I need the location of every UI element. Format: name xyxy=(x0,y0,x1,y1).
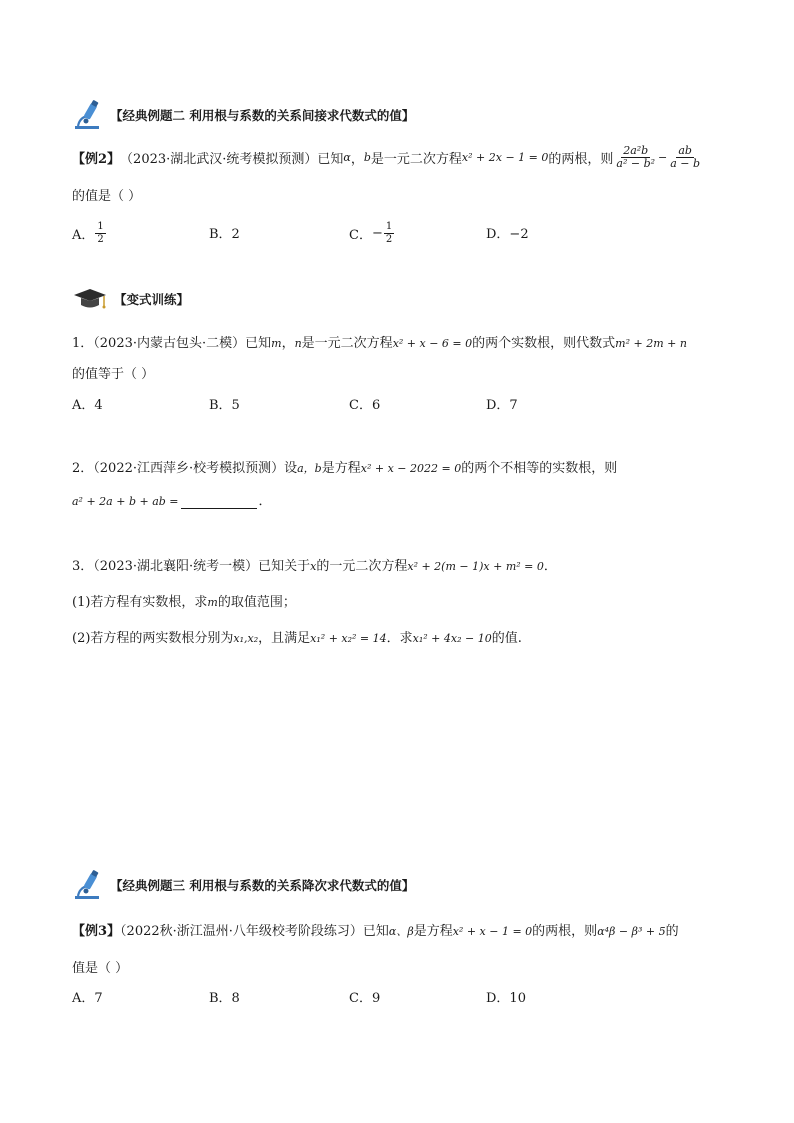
denominator: 2 xyxy=(97,234,104,245)
text-segment: 是方程 xyxy=(321,461,361,476)
equation: x² + x − 6 = 0 xyxy=(392,337,473,350)
var-m: m xyxy=(207,596,218,609)
text-segment: （2022秋·浙江温州·八年级校考阶段练习）已知 xyxy=(120,924,389,939)
denominator: 2 xyxy=(385,234,393,245)
numerator: 1 xyxy=(97,221,104,232)
fraction-2 xyxy=(668,145,702,170)
option-b: B．8 xyxy=(209,991,240,1006)
text-segment: 的两个实数根，则代数式 xyxy=(472,336,616,351)
example-source: （2023·湖北武汉·统考模拟预测）已知 xyxy=(120,152,344,167)
option-a: A．7 xyxy=(72,991,103,1006)
expression: a² + 2a + b + ab = xyxy=(72,495,179,508)
text-segment: ，且满足 xyxy=(258,631,311,646)
period: ． xyxy=(543,559,557,574)
expression: x₁² + 4x₂ − 10 xyxy=(412,632,492,645)
text-segment: 2．（2022·江西萍乡·校考模拟预测）设 xyxy=(72,461,298,476)
option-a-fraction xyxy=(95,221,105,246)
section-heading-text: 【经典例题三 利用根与系数的关系降次求代数式的值】 xyxy=(110,878,415,893)
text-segment: 的 xyxy=(665,924,679,939)
section-heading-text: 【变式训练】 xyxy=(114,292,190,307)
question-1-options xyxy=(72,394,632,414)
var-n: n xyxy=(294,337,302,350)
period: ． xyxy=(258,494,272,509)
text-segment: 的值. xyxy=(491,631,522,646)
fraction-1-numerator: 2a²b xyxy=(623,144,649,157)
text-segment: 是方程 xyxy=(413,924,453,939)
question-2-line-2 xyxy=(72,490,272,509)
example-3-options xyxy=(72,987,632,1007)
condition: x₁² + x₂² = 14 xyxy=(310,632,387,645)
option-d: D．10 xyxy=(486,991,526,1006)
question-3-part-2 xyxy=(72,627,522,646)
section-heading-text: 【经典例题二 利用根与系数的关系间接求代数式的值】 xyxy=(110,108,415,123)
graduation-cap-icon xyxy=(72,287,108,311)
var-x: x xyxy=(310,560,317,573)
text-segment: 的两根，则 xyxy=(532,924,598,939)
option-d: D．7 xyxy=(486,398,518,413)
example-3-line-1 xyxy=(72,920,679,939)
fraction-1 xyxy=(614,145,657,170)
text-segment: (1)若方程有实数根，求 xyxy=(72,595,208,610)
text-segment: 3．（2023·湖北襄阳·统考一模）已知关于 xyxy=(72,559,311,574)
option-key: C． xyxy=(349,228,372,243)
option-c: C．6 xyxy=(349,398,381,413)
answer-blank[interactable] xyxy=(181,496,257,509)
option-b: B．5 xyxy=(209,398,240,413)
microscope-icon xyxy=(72,100,104,130)
example-2-line-2: 的值是（ ） xyxy=(72,189,142,204)
example-2-options xyxy=(72,216,632,250)
text-segment: 的取值范围； xyxy=(217,595,296,610)
var-m: m xyxy=(271,337,282,350)
equation: x² + 2(m − 1)x + m² = 0 xyxy=(407,560,544,573)
option-c xyxy=(349,221,395,246)
comma: ， xyxy=(281,336,295,351)
roots: x₁,x₂ xyxy=(233,632,259,645)
text-segment: 1．（2023·内蒙古包头·二模）已知 xyxy=(72,336,272,351)
text-segment: 的两根，则 xyxy=(548,152,614,167)
option-d: D．−2 xyxy=(486,227,529,242)
section-heading-example-3 xyxy=(72,870,414,900)
minus-sign: − xyxy=(658,151,668,164)
option-a xyxy=(72,221,107,246)
fraction-1-denominator: a² − b² xyxy=(616,157,656,170)
expression: m² + 2m + n xyxy=(615,337,687,350)
negative-sign: − xyxy=(371,226,383,241)
question-1-line-2: 的值等于（ ） xyxy=(72,367,155,382)
option-c-fraction xyxy=(384,221,394,246)
expression: α⁴β − β³ + 5 xyxy=(597,925,666,938)
vars-a-b: a，b xyxy=(297,462,322,475)
option-a: A．4 xyxy=(72,398,103,413)
var-b: b xyxy=(363,151,371,164)
fraction-2-numerator: ab xyxy=(678,144,692,157)
equation: x² + 2x − 1 = 0 xyxy=(461,151,549,164)
option-c: C．9 xyxy=(349,991,381,1006)
example-label: 【例2】 xyxy=(72,152,121,167)
fraction-2-denominator: a − b xyxy=(670,157,701,170)
numerator: 1 xyxy=(385,221,393,232)
comma: ， xyxy=(350,152,364,167)
section-heading-variant-training xyxy=(72,287,189,311)
microscope-icon xyxy=(72,870,104,900)
equation: x² + x − 1 = 0 xyxy=(452,925,533,938)
text-segment: ．求 xyxy=(386,631,413,646)
question-3-part-1 xyxy=(72,591,296,610)
text-segment: 是一元二次方程 xyxy=(301,336,393,351)
text-segment: 的一元二次方程 xyxy=(316,559,408,574)
question-1-line-1 xyxy=(72,332,687,351)
text-segment: 是一元二次方程 xyxy=(370,152,462,167)
text-segment: (2)若方程的两实数根分别为 xyxy=(72,631,234,646)
example-2-line-1 xyxy=(72,145,703,170)
question-2-line-1 xyxy=(72,457,617,476)
question-3-line-1 xyxy=(72,555,557,574)
equation: x² + x − 2022 = 0 xyxy=(360,462,462,475)
vars-alpha-beta: α、β xyxy=(388,925,414,938)
option-b: B．2 xyxy=(209,227,240,242)
var-alpha: α xyxy=(343,151,351,164)
option-key: A． xyxy=(72,228,95,243)
example-3-line-2: 值是（ ） xyxy=(72,961,129,976)
section-heading-example-2 xyxy=(72,100,414,130)
example-label: 【例3】 xyxy=(72,924,121,939)
text-segment: 的两个不相等的实数根，则 xyxy=(461,461,618,476)
